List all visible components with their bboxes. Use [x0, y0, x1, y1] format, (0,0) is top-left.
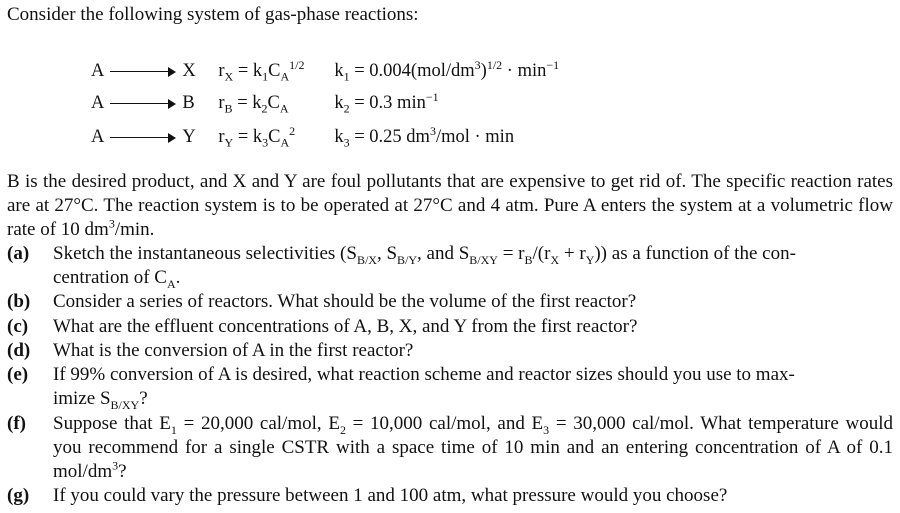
reactant: A — [91, 61, 105, 81]
rate-law: $r_B = k_2C_A$ — [218, 93, 289, 116]
reactant: A — [91, 127, 105, 147]
rate-constant: $k_3 = 0.25$ $dm^3$/mol · min — [334, 123, 515, 150]
product: X — [182, 61, 196, 81]
question-text: What is the conversion of A in the first reactor? — [53, 340, 414, 361]
question-label: (f) — [7, 413, 26, 434]
question-label: (g) — [7, 485, 30, 506]
right-arrow-icon — [110, 137, 176, 139]
reaction-row-y — [91, 125, 514, 151]
problem-paragraph: B is the desired product, and X and Y are foul pollutants that are expensive to get rid of. The specific reaction rates are at 27°C. The reaction system is to be operated at 27°C and 4 atm. Pure A enters the system at a volumetric flow rate of 10 $dm^3/\min$. — [7, 171, 893, 240]
reaction-row-x — [91, 59, 559, 85]
product: Y — [182, 127, 196, 147]
question-text: Consider a series of reactors. What should be the volume of the first reactor? — [53, 291, 637, 312]
question-e — [7, 363, 893, 411]
question-text: If you could vary the pressure between 1 and 100 atm, what pressure would you choose? — [53, 485, 728, 506]
question-text: Sketch the instantaneous selectivities ($S_{B/X}$, $S_{B/Y}$, and $S_{B/XY} = r_B/(r_X + r_Y)$) as a function of the con- centration of $C_A$. — [53, 243, 796, 291]
right-arrow-icon — [110, 103, 176, 105]
question-label: (d) — [7, 340, 31, 361]
question-label: (c) — [7, 316, 29, 337]
rate-constant: $k_1 = 0.004(mol/dm^3)^{1/2} \cdot \min^{-1}$ — [334, 57, 560, 84]
question-label: (a) — [7, 243, 30, 264]
question-label: (e) — [7, 364, 29, 385]
question-g — [7, 484, 893, 508]
product: B — [182, 93, 195, 113]
question-text: If 99% conversion of A is desired, what reaction scheme and reactor sizes should you use to max- imize $S_{B/XY}$? — [53, 364, 795, 412]
question-c — [7, 315, 893, 339]
reactant: A — [91, 93, 105, 113]
question-a — [7, 242, 893, 290]
question-label: (b) — [7, 291, 31, 312]
question-b — [7, 290, 893, 314]
right-arrow-icon — [110, 71, 176, 73]
question-f — [7, 412, 893, 484]
reaction-row-b — [91, 91, 439, 117]
question-text: Suppose that $E_1 = 20,000$ cal/mol, $E_2 = 10,000$ cal/mol, and $E_3 = 30,000$ cal/mol. What temperature would you recommend for a single CSTR with a space time of 10 min and an entering concentration of A of 0.1 mol/$dm^3$? — [53, 413, 893, 482]
intro-sentence: Consider the following system of gas-phase reactions: — [7, 4, 419, 25]
question-d — [7, 339, 893, 363]
problem-statement — [7, 170, 893, 242]
rate-law: $r_Y = k_3C_A^2$ — [218, 123, 296, 150]
rate-constant: $k_2 = 0.3$ $\min^{-1}$ — [334, 89, 439, 116]
question-text: What are the effluent concentrations of A, B, X, and Y from the first reactor? — [53, 316, 638, 337]
rate-law: $r_X = k_1C_A^{1/2}$ — [218, 57, 305, 84]
